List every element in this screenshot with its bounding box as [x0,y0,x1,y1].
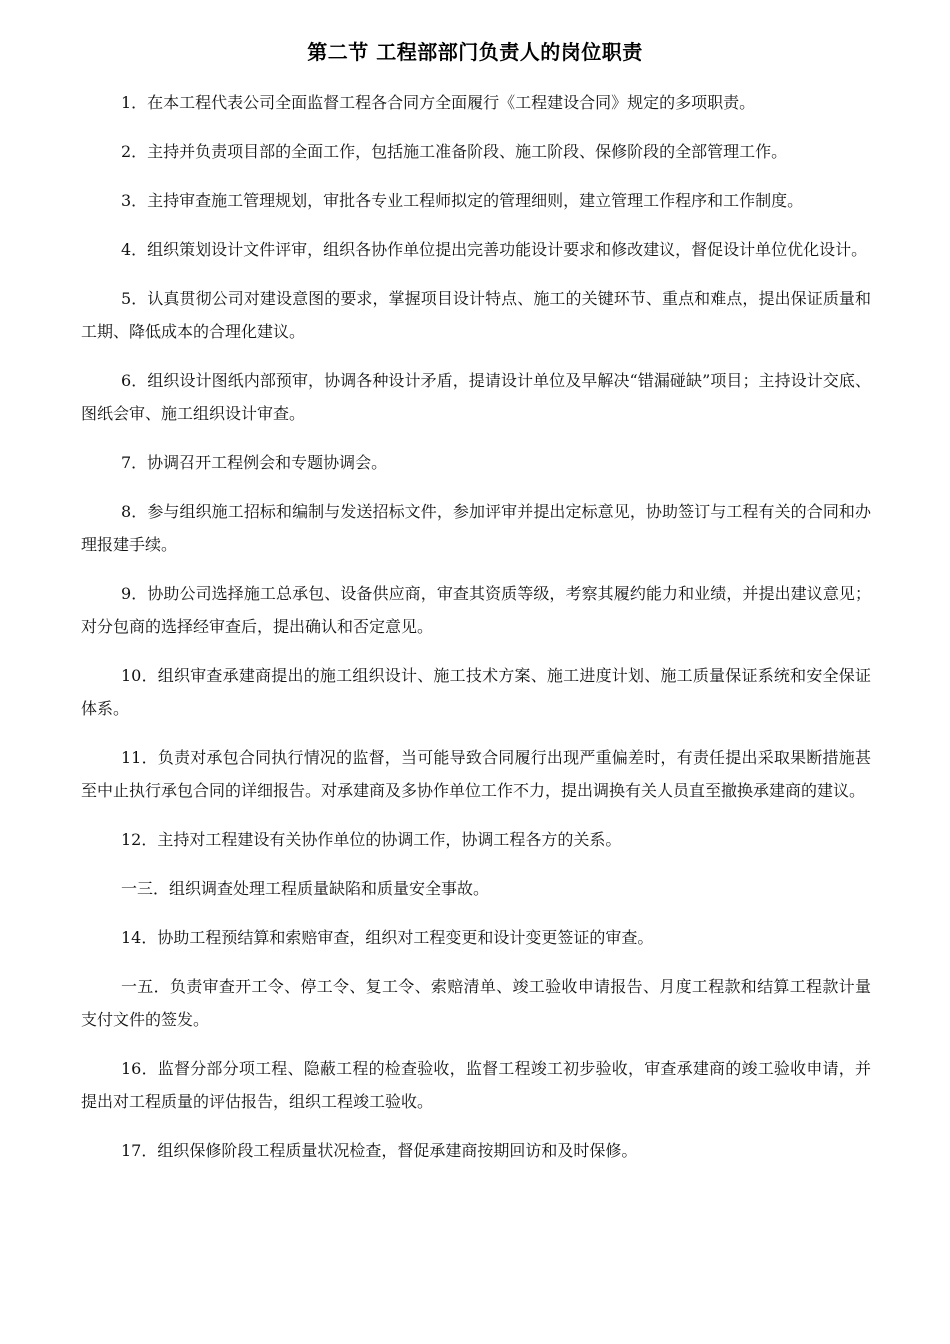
paragraph-6: 6．组织设计图纸内部预审，协调各种设计矛盾，提请设计单位及早解决“错漏碰缺”项目；主持设计交底、图纸会审、施工组织设计审查。 [81,371,871,423]
paragraph-12: 12．主持对工程建设有关协作单位的协调工作，协调工程各方的关系。 [121,830,622,849]
paragraph-4: 4．组织策划设计文件评审，组织各协作单位提出完善功能设计要求和修改建议，督促设计单位优化设计。 [121,240,868,259]
paragraph-10: 10．组织审查承建商提出的施工组织设计、施工技术方案、施工进度计划、施工质量保证系统和安全保证体系。 [81,666,871,718]
paragraph-17: 17．组织保修阶段工程质量状况检查，督促承建商按期回访和及时保修。 [121,1141,638,1160]
paragraph-3: 3．主持审查施工管理规划，审批各专业工程师拟定的管理细则，建立管理工作程序和工作制度。 [121,191,804,210]
page-title: 第二节 工程部部门负责人的岗位职责 [307,40,643,64]
document-body [81,86,871,1183]
paragraph-15: 一五．负责审查开工令、停工令、复工令、索赔清单、竣工验收申请报告、月度工程款和结算工程款计量支付文件的签发。 [81,977,871,1029]
paragraph-1: 1．在本工程代表公司全面监督工程各合同方全面履行《工程建设合同》规定的多项职责。 [121,93,756,112]
paragraph-2: 2．主持并负责项目部的全面工作，包括施工准备阶段、施工阶段、保修阶段的全部管理工作。 [121,142,788,161]
paragraph-16: 16．监督分部分项工程、隐蔽工程的检查验收，监督工程竣工初步验收，审查承建商的竣工验收申请，并提出对工程质量的评估报告，组织工程竣工验收。 [81,1059,871,1111]
paragraph-11: 11．负责对承包合同执行情况的监督，当可能导致合同履行出现严重偏差时，有责任提出采取果断措施甚至中止执行承包合同的详细报告。对承建商及多协作单位工作不力，提出调换有关人员直至撤换承建商的建议。 [81,748,871,800]
paragraph-8: 8．参与组织施工招标和编制与发送招标文件，参加评审并提出定标意见，协助签订与工程有关的合同和办理报建手续。 [81,502,871,554]
paragraph-7: 7．协调召开工程例会和专题协调会。 [121,453,388,472]
paragraph-9: 9．协助公司选择施工总承包、设备供应商，审查其资质等级，考察其履约能力和业绩，并提出建议意见；对分包商的选择经审查后，提出确认和否定意见。 [81,584,871,636]
paragraph-5: 5．认真贯彻公司对建设意图的要求，掌握项目设计特点、施工的关键环节、重点和难点，提出保证质量和工期、降低成本的合理化建议。 [81,289,871,341]
paragraph-14: 14．协助工程预结算和索赔审查，组织对工程变更和设计变更签证的审查。 [121,928,654,947]
paragraph-13: 一三．组织调查处理工程质量缺陷和质量安全事故。 [121,879,490,898]
